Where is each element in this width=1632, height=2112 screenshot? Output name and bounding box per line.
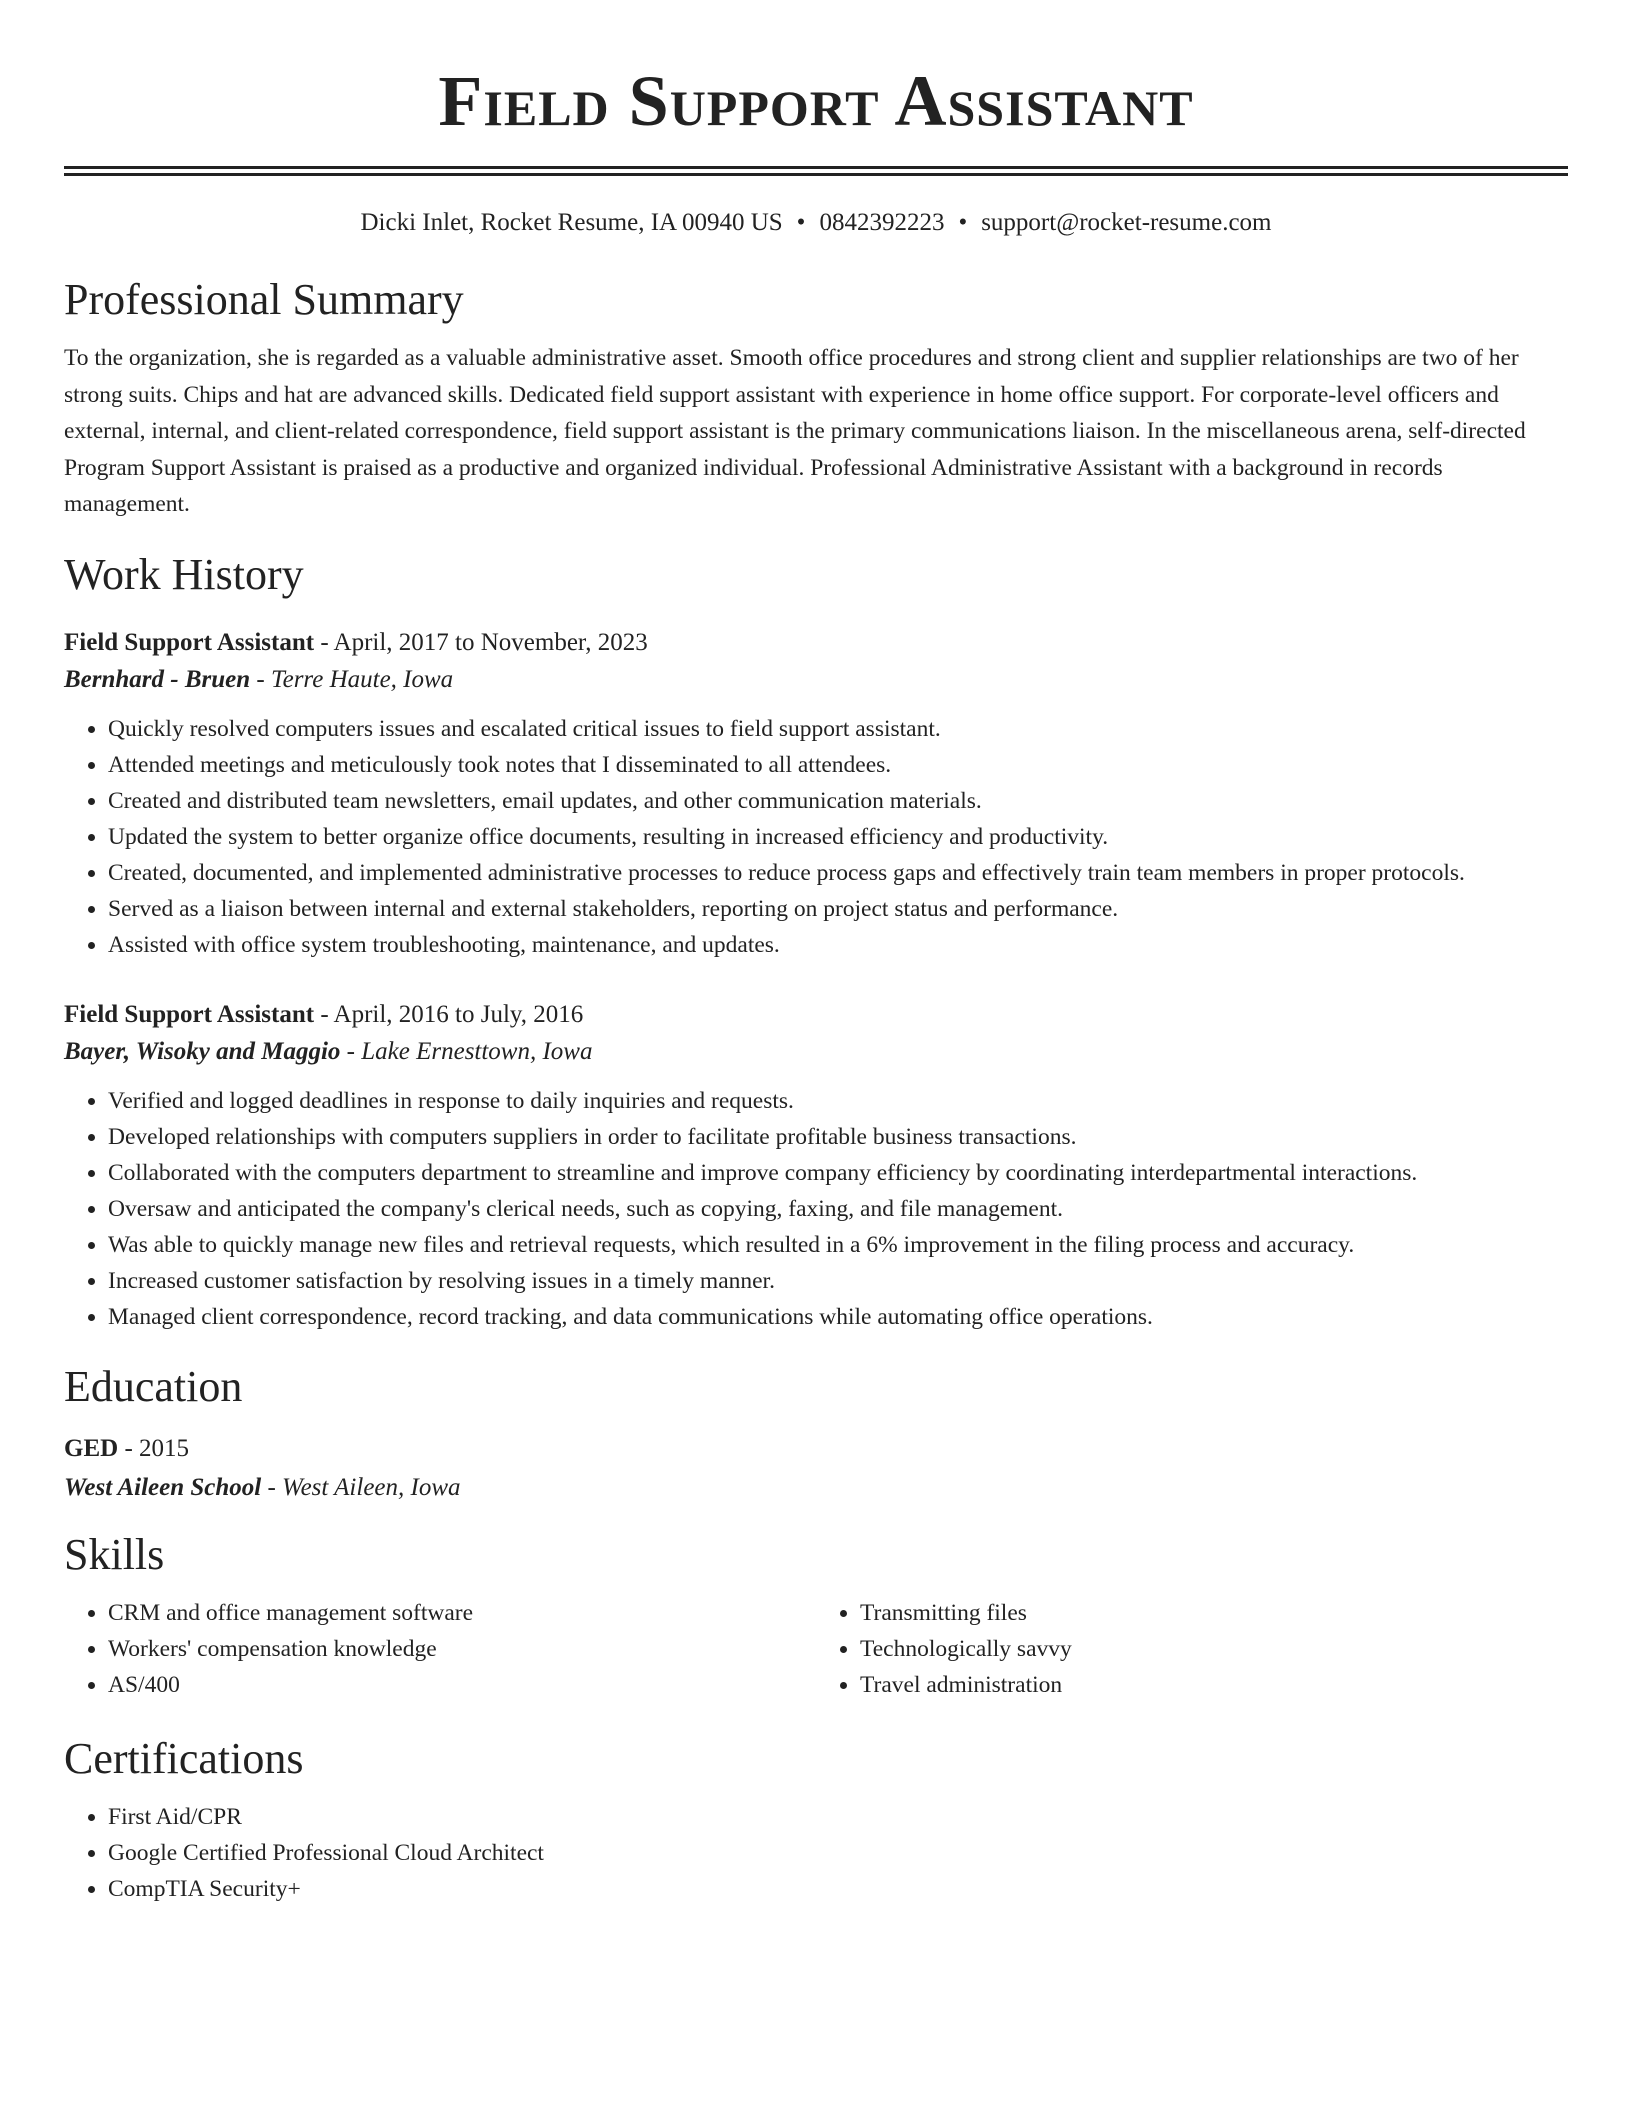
education-location: - West Aileen, Iowa [261, 1473, 461, 1501]
job-bullet: • Was able to quickly manage new files and retrieval requests, which resulted in a 6% improvement in the filing process and accuracy. [108, 1227, 1568, 1263]
education-entry [64, 1429, 1568, 1507]
skill-item: • Travel administration [860, 1667, 1568, 1703]
section-heading-work-history: Work History [64, 549, 304, 599]
job-bullets [64, 711, 1568, 963]
job-title-line [64, 625, 1568, 661]
skills-list [64, 1595, 1568, 1703]
job-location: - Lake Ernesttown, Iowa [340, 1037, 593, 1065]
job-bullet: • Oversaw and anticipated the company's clerical needs, such as copying, faxing, and file management. [108, 1191, 1568, 1227]
certification-item: • First Aid/CPR [108, 1799, 1568, 1835]
job-bullet: • Collaborated with the computers department to streamline and improve company efficiency by coordinating interdepartmental interactions. [108, 1155, 1568, 1191]
job-company: Bernhard - Bruen [64, 665, 251, 693]
contact-email: support@rocket-resume.com [981, 209, 1272, 236]
contact-separator: • [958, 209, 968, 236]
summary-text: To the organization, she is regarded as a valuable administrative asset. Smooth office procedures and strong client and supplier relationships are two of her strong suits. Chips and hat are advanced skills. Dedicated field support assistant with experience in home office support. For corporate-level officers and external, internal, and client-related correspondence, field support assistant is the primary communications liaison. In the miscellaneous arena, self-directed Program Support Assistant is praised as a productive and organized individual. Professional Administrative Assistant with a background in records management. [64, 345, 1526, 517]
job-company-line [64, 1033, 1568, 1071]
education-degree-line [64, 1429, 1568, 1469]
skill-item: • CRM and office management software [108, 1595, 816, 1631]
job-bullet: • Developed relationships with computers suppliers in order to facilitate profitable business transactions. [108, 1119, 1568, 1155]
job-entry [64, 625, 1568, 963]
skill-item: • AS/400 [108, 1667, 816, 1703]
skill-item: • Workers' compensation knowledge [108, 1631, 816, 1667]
section-heading-skills: Skills [64, 1529, 165, 1579]
job-title-line [64, 997, 1568, 1033]
education-degree: GED [64, 1434, 119, 1462]
job-bullet: • Assisted with office system troubleshooting, maintenance, and updates. [108, 927, 1568, 963]
job-bullet: • Attended meetings and meticulously took notes that I disseminated to all attendees. [108, 747, 1568, 783]
job-title: Field Support Assistant [64, 1000, 315, 1028]
certifications-list [64, 1799, 1568, 1907]
job-entry [64, 997, 1568, 1335]
job-bullet: • Created, documented, and implemented administrative processes to reduce process gaps and effectively train team members in proper protocols. [108, 855, 1568, 891]
resume-name: Field Support Assistant [438, 61, 1194, 141]
skills-column-right [816, 1595, 1568, 1703]
skill-item: • Technologically savvy [860, 1631, 1568, 1667]
job-company-line [64, 661, 1568, 699]
certification-item: • Google Certified Professional Cloud Architect [108, 1835, 1568, 1871]
job-location: - Terre Haute, Iowa [250, 665, 454, 693]
job-dates: - April, 2016 to July, 2016 [314, 1000, 584, 1028]
header-double-rule [64, 166, 1568, 176]
education-year: - 2015 [118, 1434, 190, 1462]
contact-phone: 0842392223 [819, 209, 945, 236]
certification-item: • CompTIA Security+ [108, 1871, 1568, 1907]
job-bullet: • Served as a liaison between internal and external stakeholders, reporting on project status and performance. [108, 891, 1568, 927]
job-bullets [64, 1083, 1568, 1335]
job-bullet: • Managed client correspondence, record tracking, and data communications while automating office operations. [108, 1299, 1568, 1335]
section-heading-certifications: Certifications [64, 1733, 304, 1783]
job-title: Field Support Assistant [64, 628, 315, 656]
education-school-line [64, 1469, 1568, 1507]
skill-item: • Transmitting files [860, 1595, 1568, 1631]
job-bullet: • Created and distributed team newsletters, email updates, and other communication materials. [108, 783, 1568, 819]
job-bullet: • Verified and logged deadlines in response to daily inquiries and requests. [108, 1083, 1568, 1119]
section-heading-education: Education [64, 1361, 243, 1411]
job-bullet: • Increased customer satisfaction by resolving issues in a timely manner. [108, 1263, 1568, 1299]
contact-separator: • [796, 209, 806, 236]
contact-line [64, 206, 1568, 240]
job-bullet: • Quickly resolved computers issues and escalated critical issues to field support assistant. [108, 711, 1568, 747]
contact-address: Dicki Inlet, Rocket Resume, IA 00940 US [360, 209, 783, 236]
job-bullet: • Updated the system to better organize office documents, resulting in increased efficiency and productivity. [108, 819, 1568, 855]
skills-column-left [64, 1595, 816, 1703]
education-school: West Aileen School [64, 1473, 262, 1501]
job-company: Bayer, Wisoky and Maggio [64, 1037, 341, 1065]
job-dates: - April, 2017 to November, 2023 [314, 628, 648, 656]
section-heading-summary: Professional Summary [64, 275, 464, 324]
